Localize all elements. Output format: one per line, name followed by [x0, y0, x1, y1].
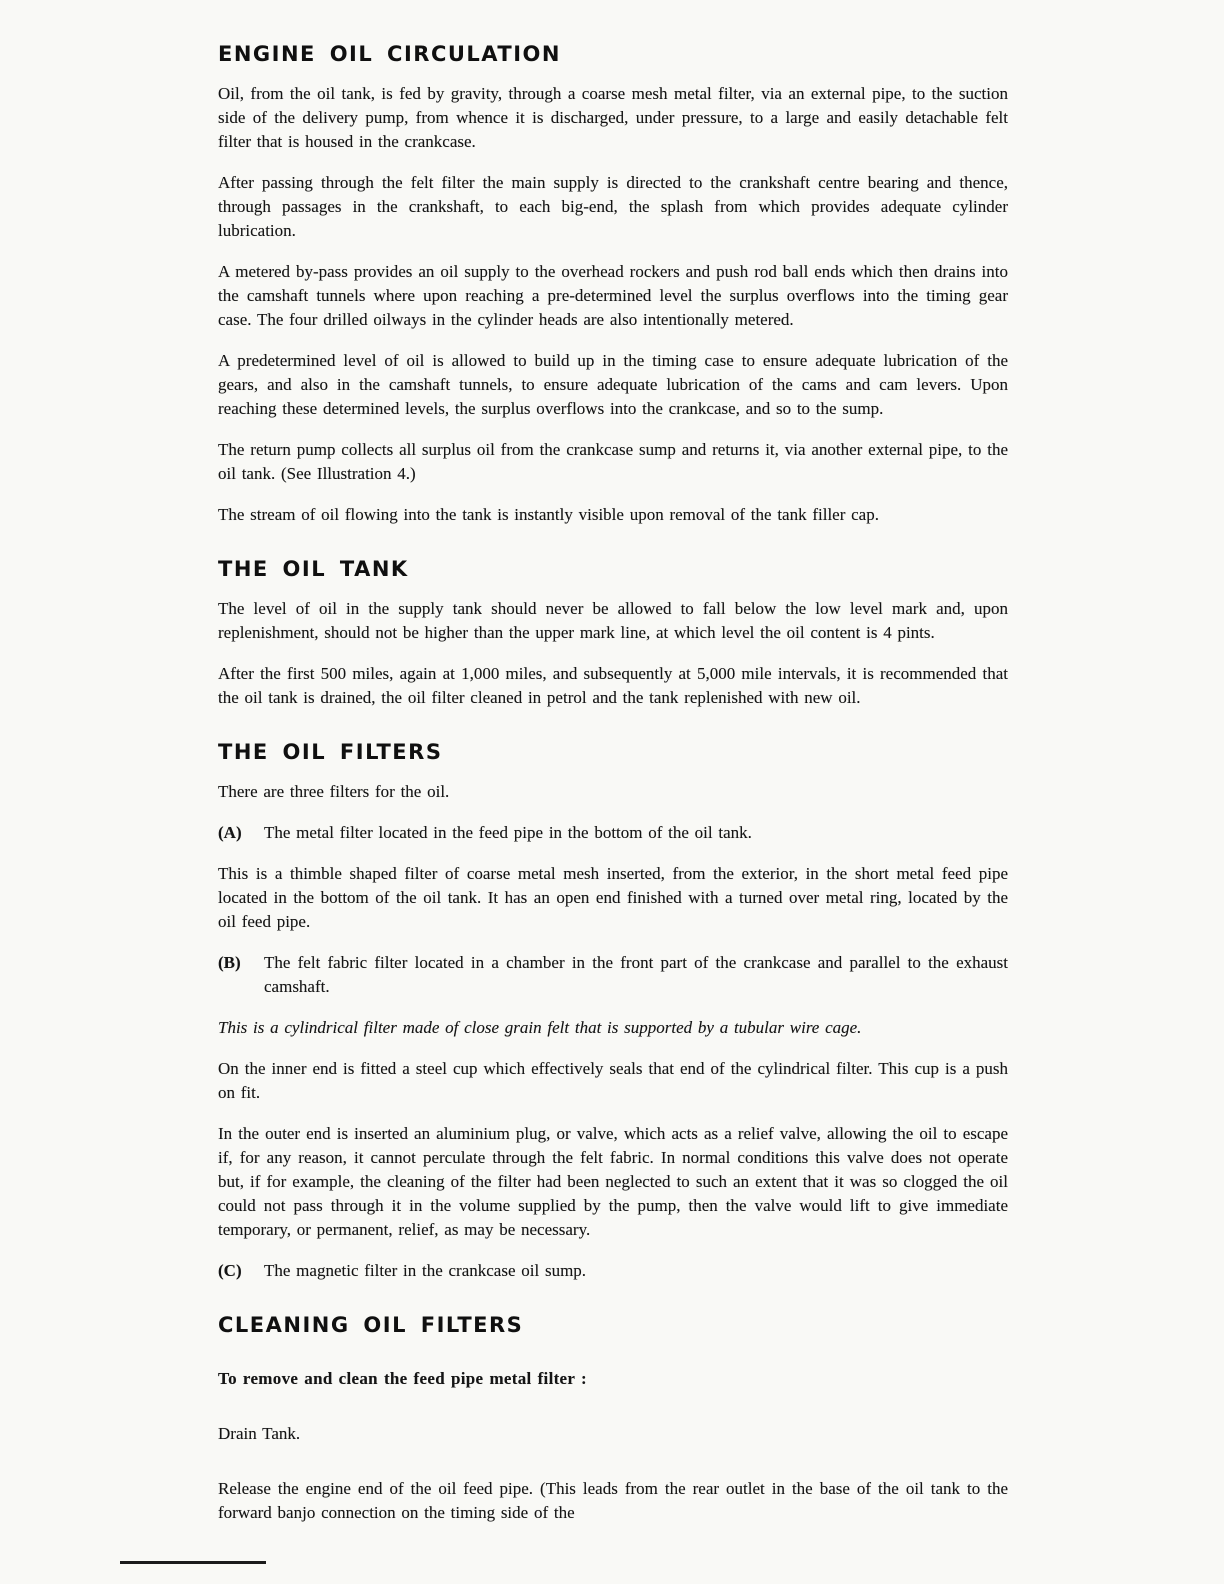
- paragraph: There are three filters for the oil.: [218, 782, 450, 801]
- section-heading-engine-oil-circulation: ENGINE OIL CIRCULATION: [218, 42, 561, 66]
- list-item-text: The metal filter located in the feed pipe in the bottom of the oil tank.: [264, 823, 752, 842]
- paragraph: A metered by-pass provides an oil supply to the overhead rockers and push rod ball ends which then drains into the camshaft tunnels where upon reaching a pre-determined level the surplus overflows into the timing gear case. The four drilled oilways in the cylinder heads are also intentionally metered.: [218, 262, 1008, 329]
- paragraph: In the outer end is inserted an aluminium plug, or valve, which acts as a relief valve, allowing the oil to escape if, for any reason, it cannot perculate through the felt fabric. In normal conditions this valve does not operate but, if for example, the cleaning of the filter had been neglected to such an extent that it was so clogged the oil could not pass through it in the volume supplied by the pump, then the valve would lift to give immediate temporary, or permanent, relief, as may be necessary.: [218, 1124, 1008, 1239]
- section-heading-the-oil-filters: THE OIL FILTERS: [218, 740, 443, 764]
- paragraph: The level of oil in the supply tank should never be allowed to fall below the low level mark and, upon replenishment, should not be higher than the upper mark line, at which level the oil content is 4 pints.: [218, 599, 1008, 642]
- paragraph: The stream of oil flowing into the tank is instantly visible upon removal of the tank filler cap.: [218, 505, 879, 524]
- list-item-label: (B): [218, 953, 241, 972]
- page-content: [218, 42, 1008, 1542]
- spacer: [218, 1353, 1008, 1367]
- list-item-a: [218, 821, 1008, 845]
- list-item-b: [218, 951, 1008, 999]
- section-heading-the-oil-tank: THE OIL TANK: [218, 557, 409, 581]
- paragraph: After passing through the felt filter the main supply is directed to the crankshaft centre bearing and thence, through passages in the crankshaft, to each big-end, the splash from which provides adequate cylinder lubrication.: [218, 173, 1008, 240]
- section-heading-cleaning-oil-filters: CLEANING OIL FILTERS: [218, 1313, 524, 1337]
- paragraph: This is a cylindrical filter made of close grain felt that is supported by a tubular wire cage.: [218, 1018, 862, 1037]
- spacer: [218, 1463, 1008, 1477]
- spacer: [218, 1408, 1008, 1422]
- list-item-c: [218, 1259, 1008, 1283]
- list-item-text: The felt fabric filter located in a chamber in the front part of the crankcase and parallel to the exhaust camshaft.: [264, 953, 1008, 996]
- paragraph: The return pump collects all surplus oil from the crankcase sump and returns it, via another external pipe, to the oil tank. (See Illustration 4.): [218, 440, 1008, 483]
- list-item-label: (A): [218, 823, 242, 842]
- paragraph: After the first 500 miles, again at 1,000 miles, and subsequently at 5,000 mile intervals, it is recommended that the oil tank is drained, the oil filter cleaned in petrol and the tank replenished with new oil.: [218, 664, 1008, 707]
- list-item-label: (C): [218, 1261, 242, 1280]
- paragraph: On the inner end is fitted a steel cup which effectively seals that end of the cylindrical filter. This cup is a push on fit.: [218, 1059, 1008, 1102]
- paragraph: Drain Tank.: [218, 1424, 301, 1443]
- paragraph: This is a thimble shaped filter of coarse metal mesh inserted, from the exterior, in the short metal feed pipe located in the bottom of the oil tank. It has an open end finished with a turned over metal ring, located by the oil feed pipe.: [218, 864, 1008, 931]
- list-item-text: The magnetic filter in the crankcase oil sump.: [264, 1261, 587, 1280]
- subheading: To remove and clean the feed pipe metal filter :: [218, 1369, 587, 1388]
- footer-rule: [120, 1561, 266, 1564]
- paragraph: Oil, from the oil tank, is fed by gravity, through a coarse mesh metal filter, via an external pipe, to the suction side of the delivery pump, from whence it is discharged, under pressure, to a large and easily detachable felt filter that is housed in the crankcase.: [218, 84, 1008, 151]
- paragraph: Release the engine end of the oil feed pipe. (This leads from the rear outlet in the base of the oil tank to the forward banjo connection on the timing side of the: [218, 1479, 1008, 1522]
- paragraph: A predetermined level of oil is allowed to build up in the timing case to ensure adequate lubrication of the gears, and also in the camshaft tunnels, to ensure adequate lubrication of the cams and cam levers. Upon reaching these determined levels, the surplus overflows into the crankcase, and so to the sump.: [218, 351, 1008, 418]
